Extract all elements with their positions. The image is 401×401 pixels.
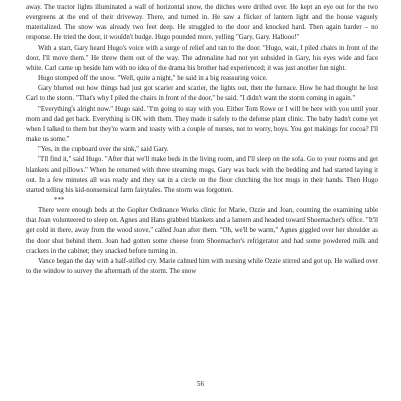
page-number: 56 — [196, 380, 205, 388]
section-break: *** — [54, 196, 65, 204]
paragraph-4: Gary blurted out how things had just got scarier and scarier, the lights out, then the furnace. How he had thought he lost Carl to the storm. "That's why I piled the chairs in front of the door," he said. "I didn't want the storm coming in again." — [26, 85, 378, 103]
paragraph-8: There were enough beds at the Gopher Ordinance Works clinic for Marie, Ozzie and Joan, counting the examining table that Joan volunteered to sleep on. Agnes and Hans grabbed blankets and a lantern and headed toward Shoemacher's office. "It'll get cold in there, away from the wood stove," called Joan after them. "Oh, we'll be warm," Agnes giggled over her shoulder as the door shut behind them. Joan had gotten some cheese from Shoemacher's refrigerator and had some powdered milk and crackers in the cabinet; they snacked before turning in. — [26, 207, 378, 255]
paragraph-5: "Everything's alright now." Hugo said. "I'm going to stay with you. Either Tom Rowe or I will be here with you until your mom and dad get back. Everything is OK with them. They made it safely to the defense plant clinic. The baby hadn't come yet when I talked to them but they're warm and toasty with a couple of nurses, not to worry, boys. You got makings for cocoa? I'll make us some." — [26, 105, 378, 144]
paragraph-2: With a start, Gary heard Hugo's voice with a surge of relief and ran to the door. "Hugo, wait, I piled chairs in front of the door, I'll move them." He threw them out of the way. The adrenaline had not yet subsided in Gary, his eyes wide and face white. Carl came up beside him with no idea of the drama his brother had experienced; it was just another fun night. — [26, 44, 378, 72]
paragraph-7: "I'll find it," said Hugo. "After that we'll make beds in the living room, and I'll sleep on the sofa. Go to your rooms and get blankets and pillows." When he returned with three steaming mugs, Gary was back with the bedding and had started laying it out. In a few minutes all was ready and they sat in a circle on the floor clutching the hot mugs in their hands. Then Hugo started telling his kid-nonsensical farm fairytales. The storm was forgotten. — [26, 156, 378, 194]
body-text — [26, 3, 378, 277]
paragraph-9: Vance began the day with a half-stifled cry. Marie calmed him with nursing while Ozzie stirred and got up. He walked over to the window to survey the aftermath of the storm. The snow — [26, 257, 378, 276]
paragraph-6: "Yes, in the cupboard over the sink," said Gary. — [38, 146, 169, 154]
paragraph-3: Hugo stomped off the snow. "Well, quite a night," he said in a big reassuring voice. — [38, 75, 268, 83]
paragraph-1: away. The tractor lights illuminated a wall of horizontal snow, the ditches were drifted over. He kept an eye out for the two evergreens at the end of their driveway. There, and turned in. He saw a flicker of lantern light and the house vaguely materialized. The snow was already two feet deep. He struggled to the door and knocked hard. Then again harder – no response. He tried the door, it wouldn't budge. Hugo pounded more, yelling "Gary, Gary. Hallooo!" — [26, 4, 378, 42]
